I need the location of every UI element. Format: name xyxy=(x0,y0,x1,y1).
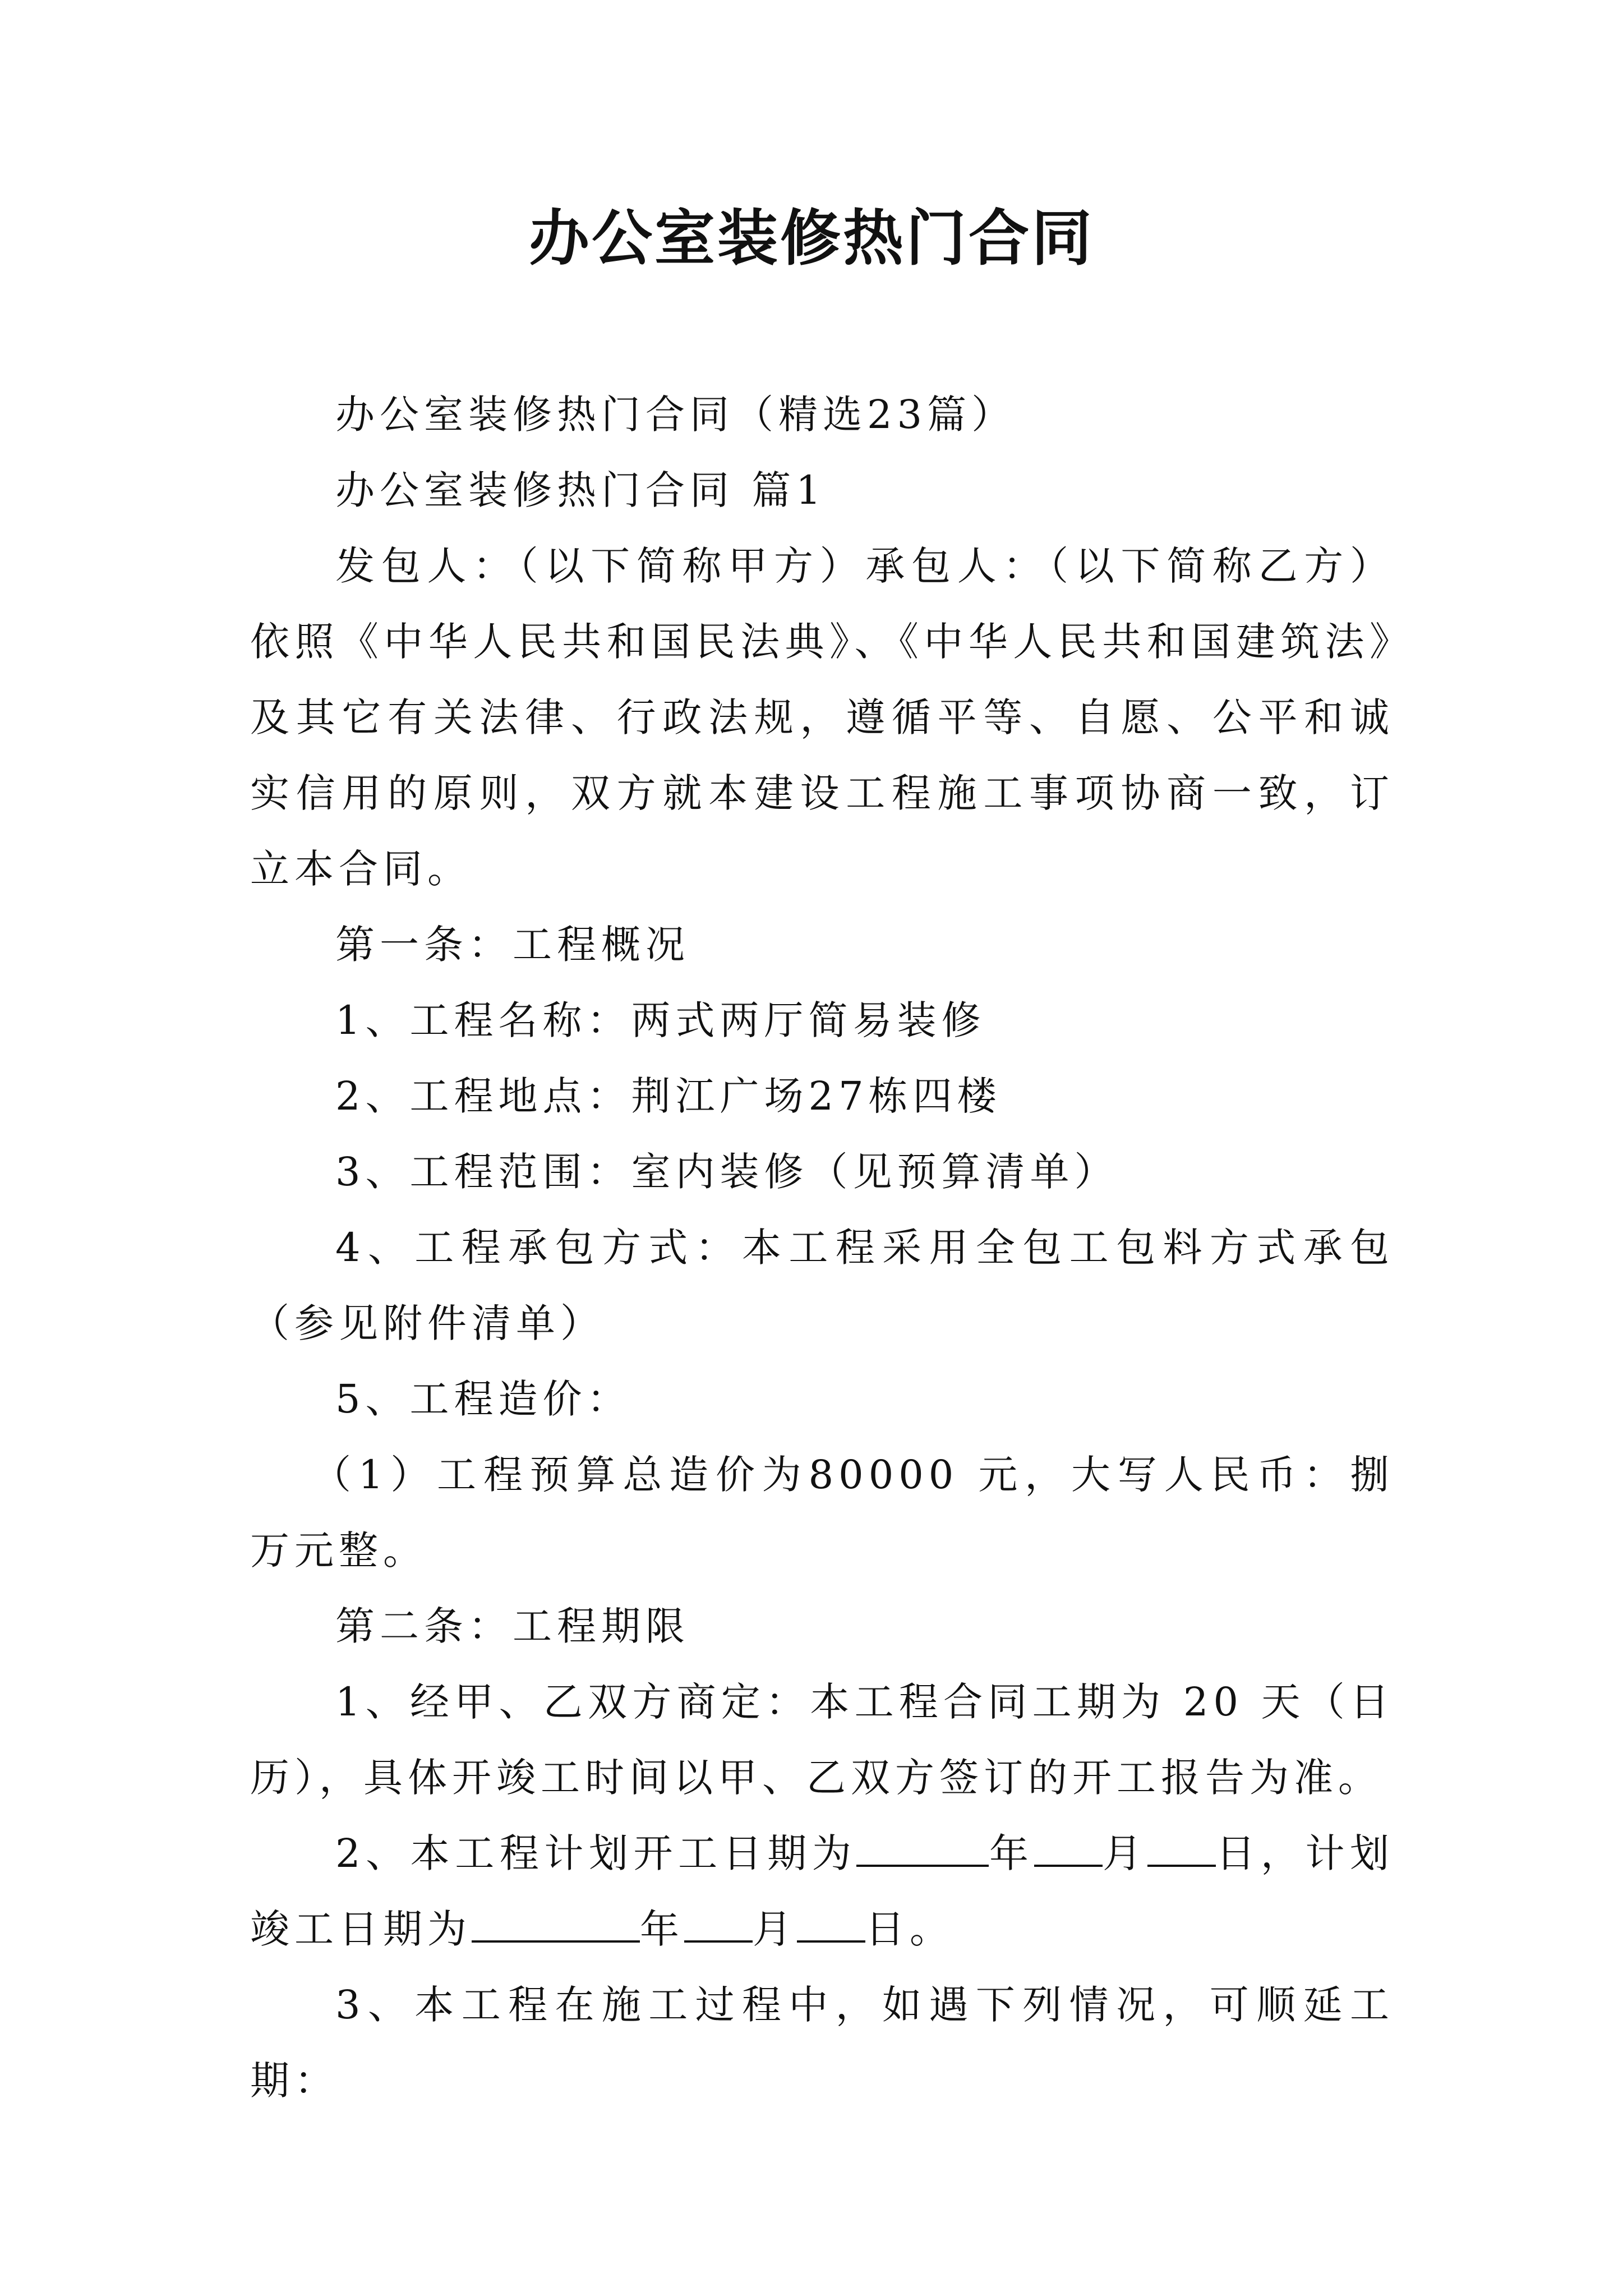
schedule-text-year: 年 xyxy=(989,1830,1034,1876)
paragraph-project-scope: 3、工程范围：室内装修（见预算清单） xyxy=(335,1149,1119,1195)
schedule-text-end-month: 月 xyxy=(753,1906,797,1952)
blank-end-month[interactable] xyxy=(684,1906,753,1943)
document-body xyxy=(250,377,1394,2119)
document-title: 办公室装修热门合同 xyxy=(528,203,1094,274)
paragraph-duration: 1、经甲、乙双方商定：本工程合同工期为 20 天（日历），具体开竣工时间以甲、乙双方签订的开工报告为准。 xyxy=(250,1679,1394,1801)
paragraph-project-name: 1、工程名称：两式两厅简易装修 xyxy=(335,997,986,1043)
paragraph-budget-total: （1）工程预算总造价为80000 元，大写人民币：捌万元整。 xyxy=(250,1452,1394,1573)
schedule-text-end-day: 日。 xyxy=(865,1906,954,1952)
blank-end-year[interactable] xyxy=(472,1906,640,1943)
paragraph-contract-method: 4、工程承包方式：本工程采用全包工包料方式承包（参见附件清单） xyxy=(250,1225,1394,1346)
schedule-text-month: 月 xyxy=(1102,1830,1147,1876)
paragraph-parties: 发包人：（以下简称甲方）承包人：（以下简称乙方）依照《中华人民共和国民法典》、《中华人民共和国建筑法》及其它有关法律、行政法规，遵循平等、自愿、公平和诚实信用的原则，双方就本建设工程施工事项协商一致，订立本合同。 xyxy=(250,543,1394,892)
paragraph-project-cost: 5、工程造价： xyxy=(335,1376,631,1422)
schedule-text-start: 2、本工程计划开工日期为 xyxy=(335,1830,857,1876)
paragraph-extension: 3、本工程在施工过程中，如遇下列情况，可顺延工期： xyxy=(250,1982,1394,2104)
blank-start-year[interactable] xyxy=(856,1830,989,1867)
paragraph-schedule xyxy=(250,1816,1394,1967)
schedule-text-end-label: 日，计划竣工日期为 xyxy=(250,1830,1395,1952)
schedule-text-end-year: 年 xyxy=(640,1906,684,1952)
paragraph-section-heading: 办公室装修热门合同 篇1 xyxy=(335,467,826,513)
paragraph-subtitle: 办公室装修热门合同（精选23篇） xyxy=(335,392,1016,438)
paragraph-article-1: 第一条：工程概况 xyxy=(335,922,690,968)
blank-start-month[interactable] xyxy=(1034,1830,1103,1867)
paragraph-project-location: 2、工程地点：荆江广场27栋四楼 xyxy=(335,1073,1002,1119)
blank-end-day[interactable] xyxy=(797,1906,865,1943)
blank-start-day[interactable] xyxy=(1147,1830,1216,1867)
paragraph-article-2: 第二条：工程期限 xyxy=(335,1603,690,1649)
